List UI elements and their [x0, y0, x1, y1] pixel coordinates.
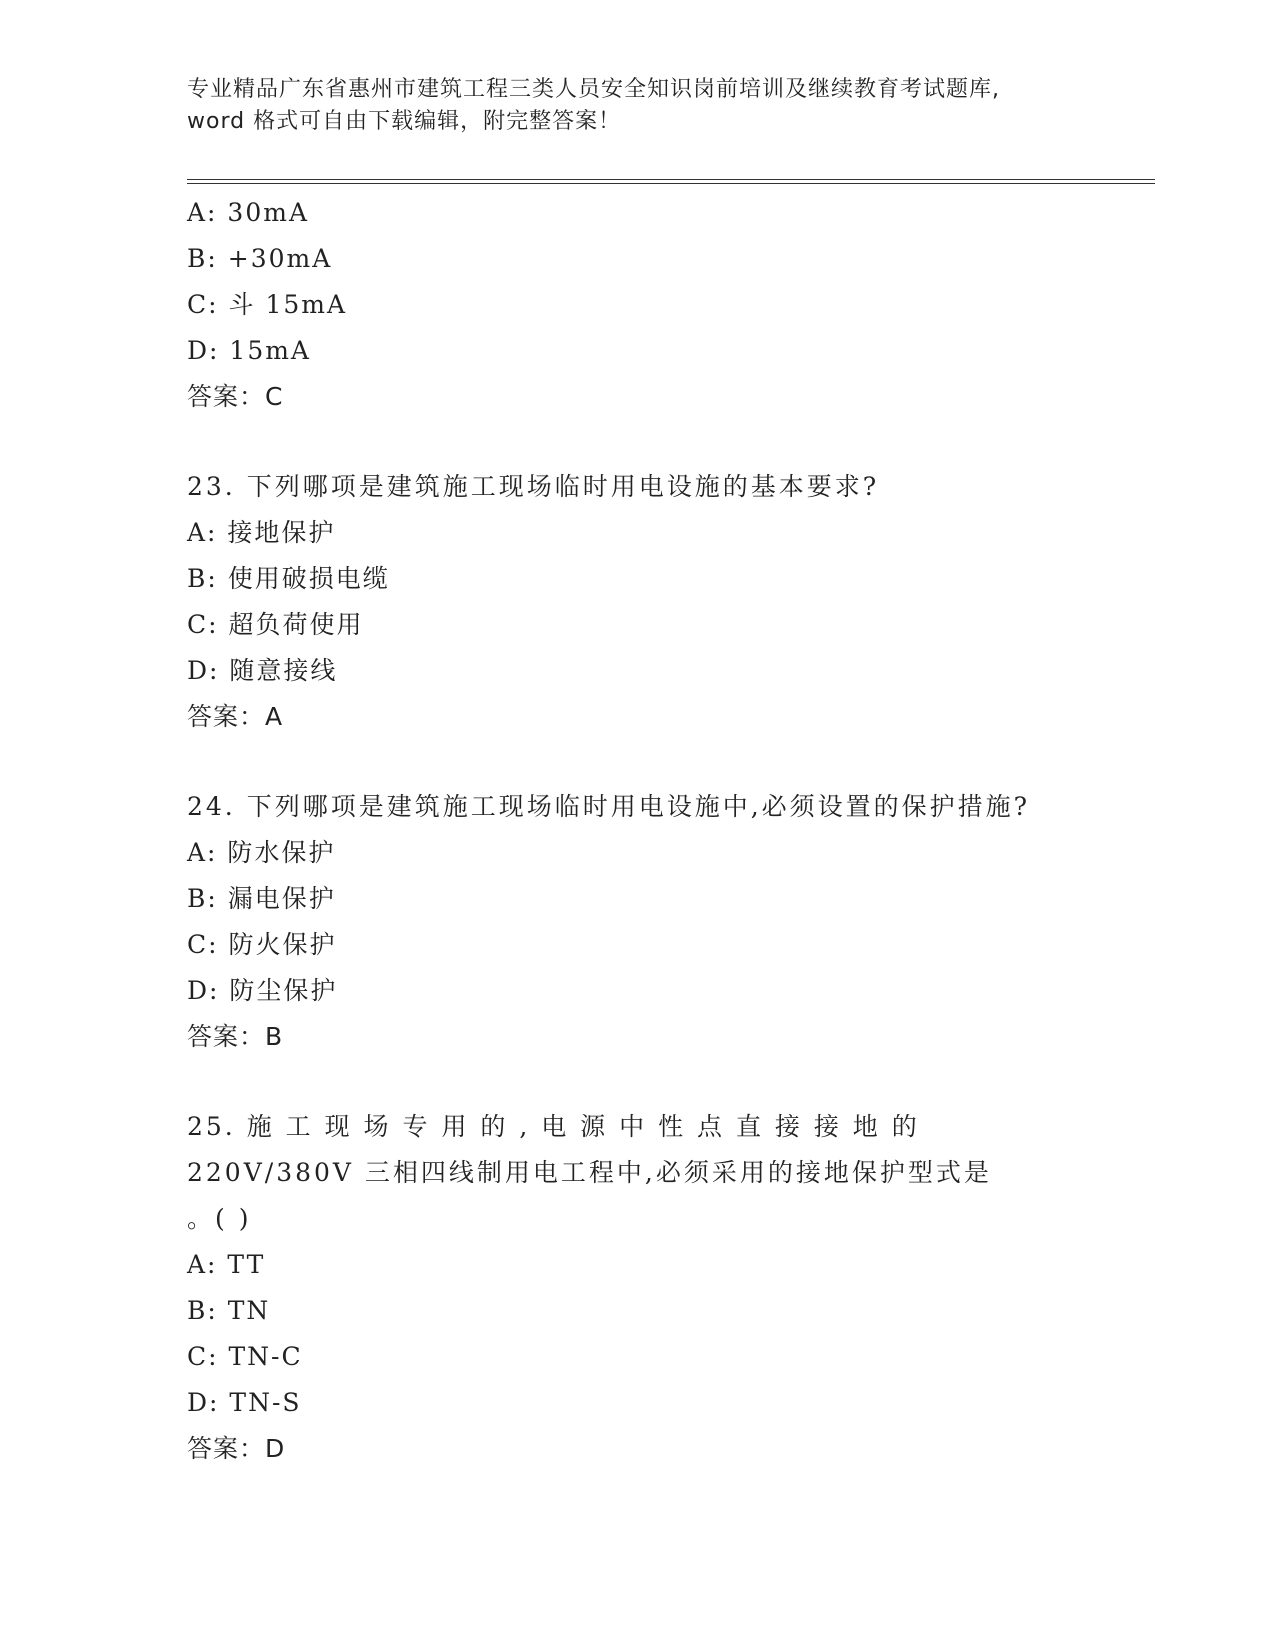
- answer: 答案：A: [187, 702, 284, 731]
- header-divider-bottom: [187, 183, 1155, 184]
- question-23: [187, 464, 1137, 740]
- option-a: A: 接地保护: [187, 518, 336, 547]
- header-line-2: word 格式可自由下载编辑，附完整答案！: [187, 109, 622, 134]
- option-c: C: 超负荷使用: [187, 610, 364, 639]
- question-22: [187, 190, 1137, 420]
- option-b: B: 使用破损电缆: [187, 564, 390, 593]
- question-text: 24. 下列哪项是建筑施工现场临时用电设施中,必须设置的保护措施?: [187, 792, 1031, 821]
- option-c: C: TN-C: [187, 1342, 303, 1371]
- option-c: C: 斗 15mA: [187, 290, 348, 319]
- question-text: 23. 下列哪项是建筑施工现场临时用电设施的基本要求?: [187, 472, 880, 501]
- answer: 答案：C: [187, 382, 284, 411]
- answer: 答案：B: [187, 1022, 284, 1051]
- document-header: [187, 74, 1107, 138]
- question-text-line-2: 220V/380V 三相四线制用电工程中,必须采用的接地保护型式是: [187, 1158, 992, 1187]
- option-c: C: 防火保护: [187, 930, 337, 959]
- option-a: A: TT: [187, 1250, 266, 1279]
- option-b: B: 漏电保护: [187, 884, 336, 913]
- option-a: A: 30mA: [187, 198, 309, 227]
- header-divider-top: [187, 179, 1155, 180]
- option-b: B: TN: [187, 1296, 271, 1325]
- option-d: D: 15mA: [187, 336, 311, 365]
- question-24: [187, 784, 1137, 1060]
- option-d: D: 随意接线: [187, 656, 338, 685]
- question-text-line-3: 。( ): [187, 1204, 252, 1233]
- option-d: D: 防尘保护: [187, 976, 338, 1005]
- answer: 答案：D: [187, 1434, 286, 1463]
- question-text-line-1: 25. 施 工 现 场 专 用 的 , 电 源 中 性 点 直 接 接 地 的: [187, 1112, 920, 1141]
- header-line-1: 专业精品广东省惠州市建筑工程三类人员安全知识岗前培训及继续教育考试题库,: [187, 77, 1000, 102]
- question-list: [187, 190, 1137, 1472]
- option-d: D: TN-S: [187, 1388, 302, 1417]
- option-b: B: +30mA: [187, 244, 333, 273]
- question-25: [187, 1104, 1137, 1472]
- option-a: A: 防水保护: [187, 838, 336, 867]
